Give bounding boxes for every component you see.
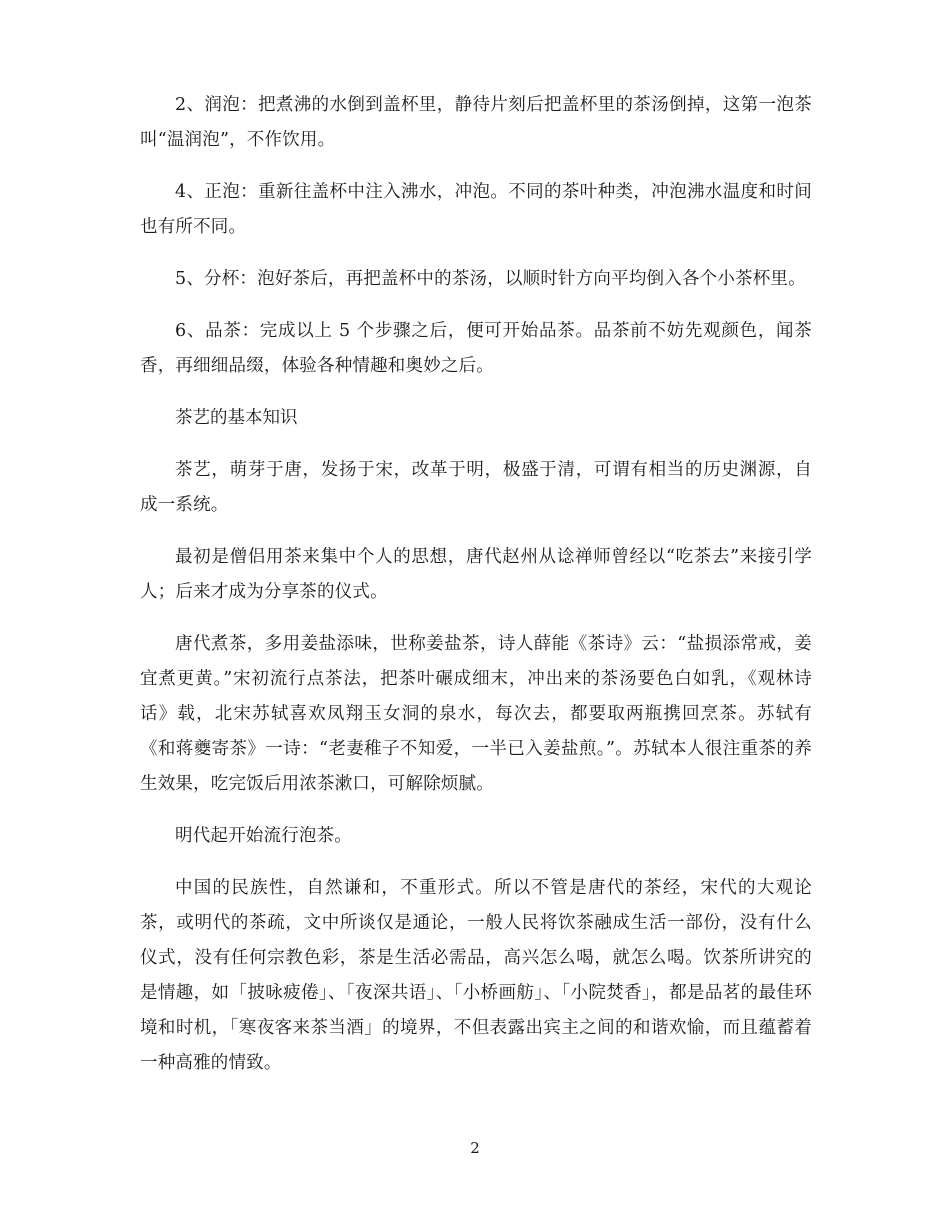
document-body — [140, 88, 812, 1098]
paragraph-step-2: 2、润泡：把煮沸的水倒到盖杯里，静待片刻后把盖杯里的茶汤倒掉，这第一泡茶叫“温润泡”，不作饮用。 — [140, 95, 812, 150]
paragraph-step-6: 6、品茶：完成以上 5 个步骤之后，便可开始品茶。品茶前不妨先观颜色，闻茶香，再细细品缀，体验各种情趣和奥妙之后。 — [140, 321, 812, 376]
section-heading: 茶艺的基本知识 — [175, 408, 298, 428]
paragraph-ming: 明代起开始流行泡茶。 — [175, 826, 352, 846]
page-number: 2 — [470, 1139, 480, 1157]
paragraph-tea-art-origin: 茶艺，萌芽于唐，发扬于宋，改革于明，极盛于清，可谓有相当的历史渊源，自成一系统。 — [140, 460, 812, 515]
paragraph-step-5: 5、分杯：泡好茶后，再把盖杯中的茶汤，以顺时针方向平均倒入各个小茶杯里。 — [175, 269, 806, 289]
paragraph-step-4: 4、正泡：重新往盖杯中注入沸水，冲泡。不同的茶叶种类，冲泡沸水温度和时间也有所不同。 — [140, 182, 812, 237]
paragraph-national-character: 中国的民族性，自然谦和，不重形式。所以不管是唐代的茶经，宋代的大观论茶，或明代的茶疏，文中所谈仅是通论，一般人民将饮茶融成生活一部份，没有什么仪式，没有任何宗教色彩，茶是生活必需品，高兴怎么喝，就怎么喝。饮茶所讲究的是情趣，如「披咏疲倦」、「夜深共语」、「小桥画舫」、「小院焚香」，都是品茗的最佳环境和时机，「寒夜客来茶当酒」的境界，不但表露出宾主之间的和谐欢愉，而且蕴蓄着一种高雅的情致。 — [140, 878, 812, 1073]
paragraph-monks: 最初是僧侣用茶来集中个人的思想，唐代赵州从谂禅师曾经以“吃茶去”来接引学人；后来才成为分享茶的仪式。 — [140, 547, 812, 602]
paragraph-tang-song: 唐代煮茶，多用姜盐添味，世称姜盐茶，诗人薛能《茶诗》云：“盐损添常戒，姜宜煮更黄。”宋初流行点茶法，把茶叶碾成细末，冲出来的茶汤要色白如乳，《观林诗话》载，北宋苏轼喜欢凤翔玉女洞的泉水，每次去，都要取两瓶携回烹茶。苏轼有《和蒋夔寄茶》一诗：“老妻稚子不知爱，一半已入姜盐煎。”。苏轼本人很注重茶的养生效果，吃完饭后用浓茶漱口，可解除烦腻。 — [140, 634, 812, 794]
